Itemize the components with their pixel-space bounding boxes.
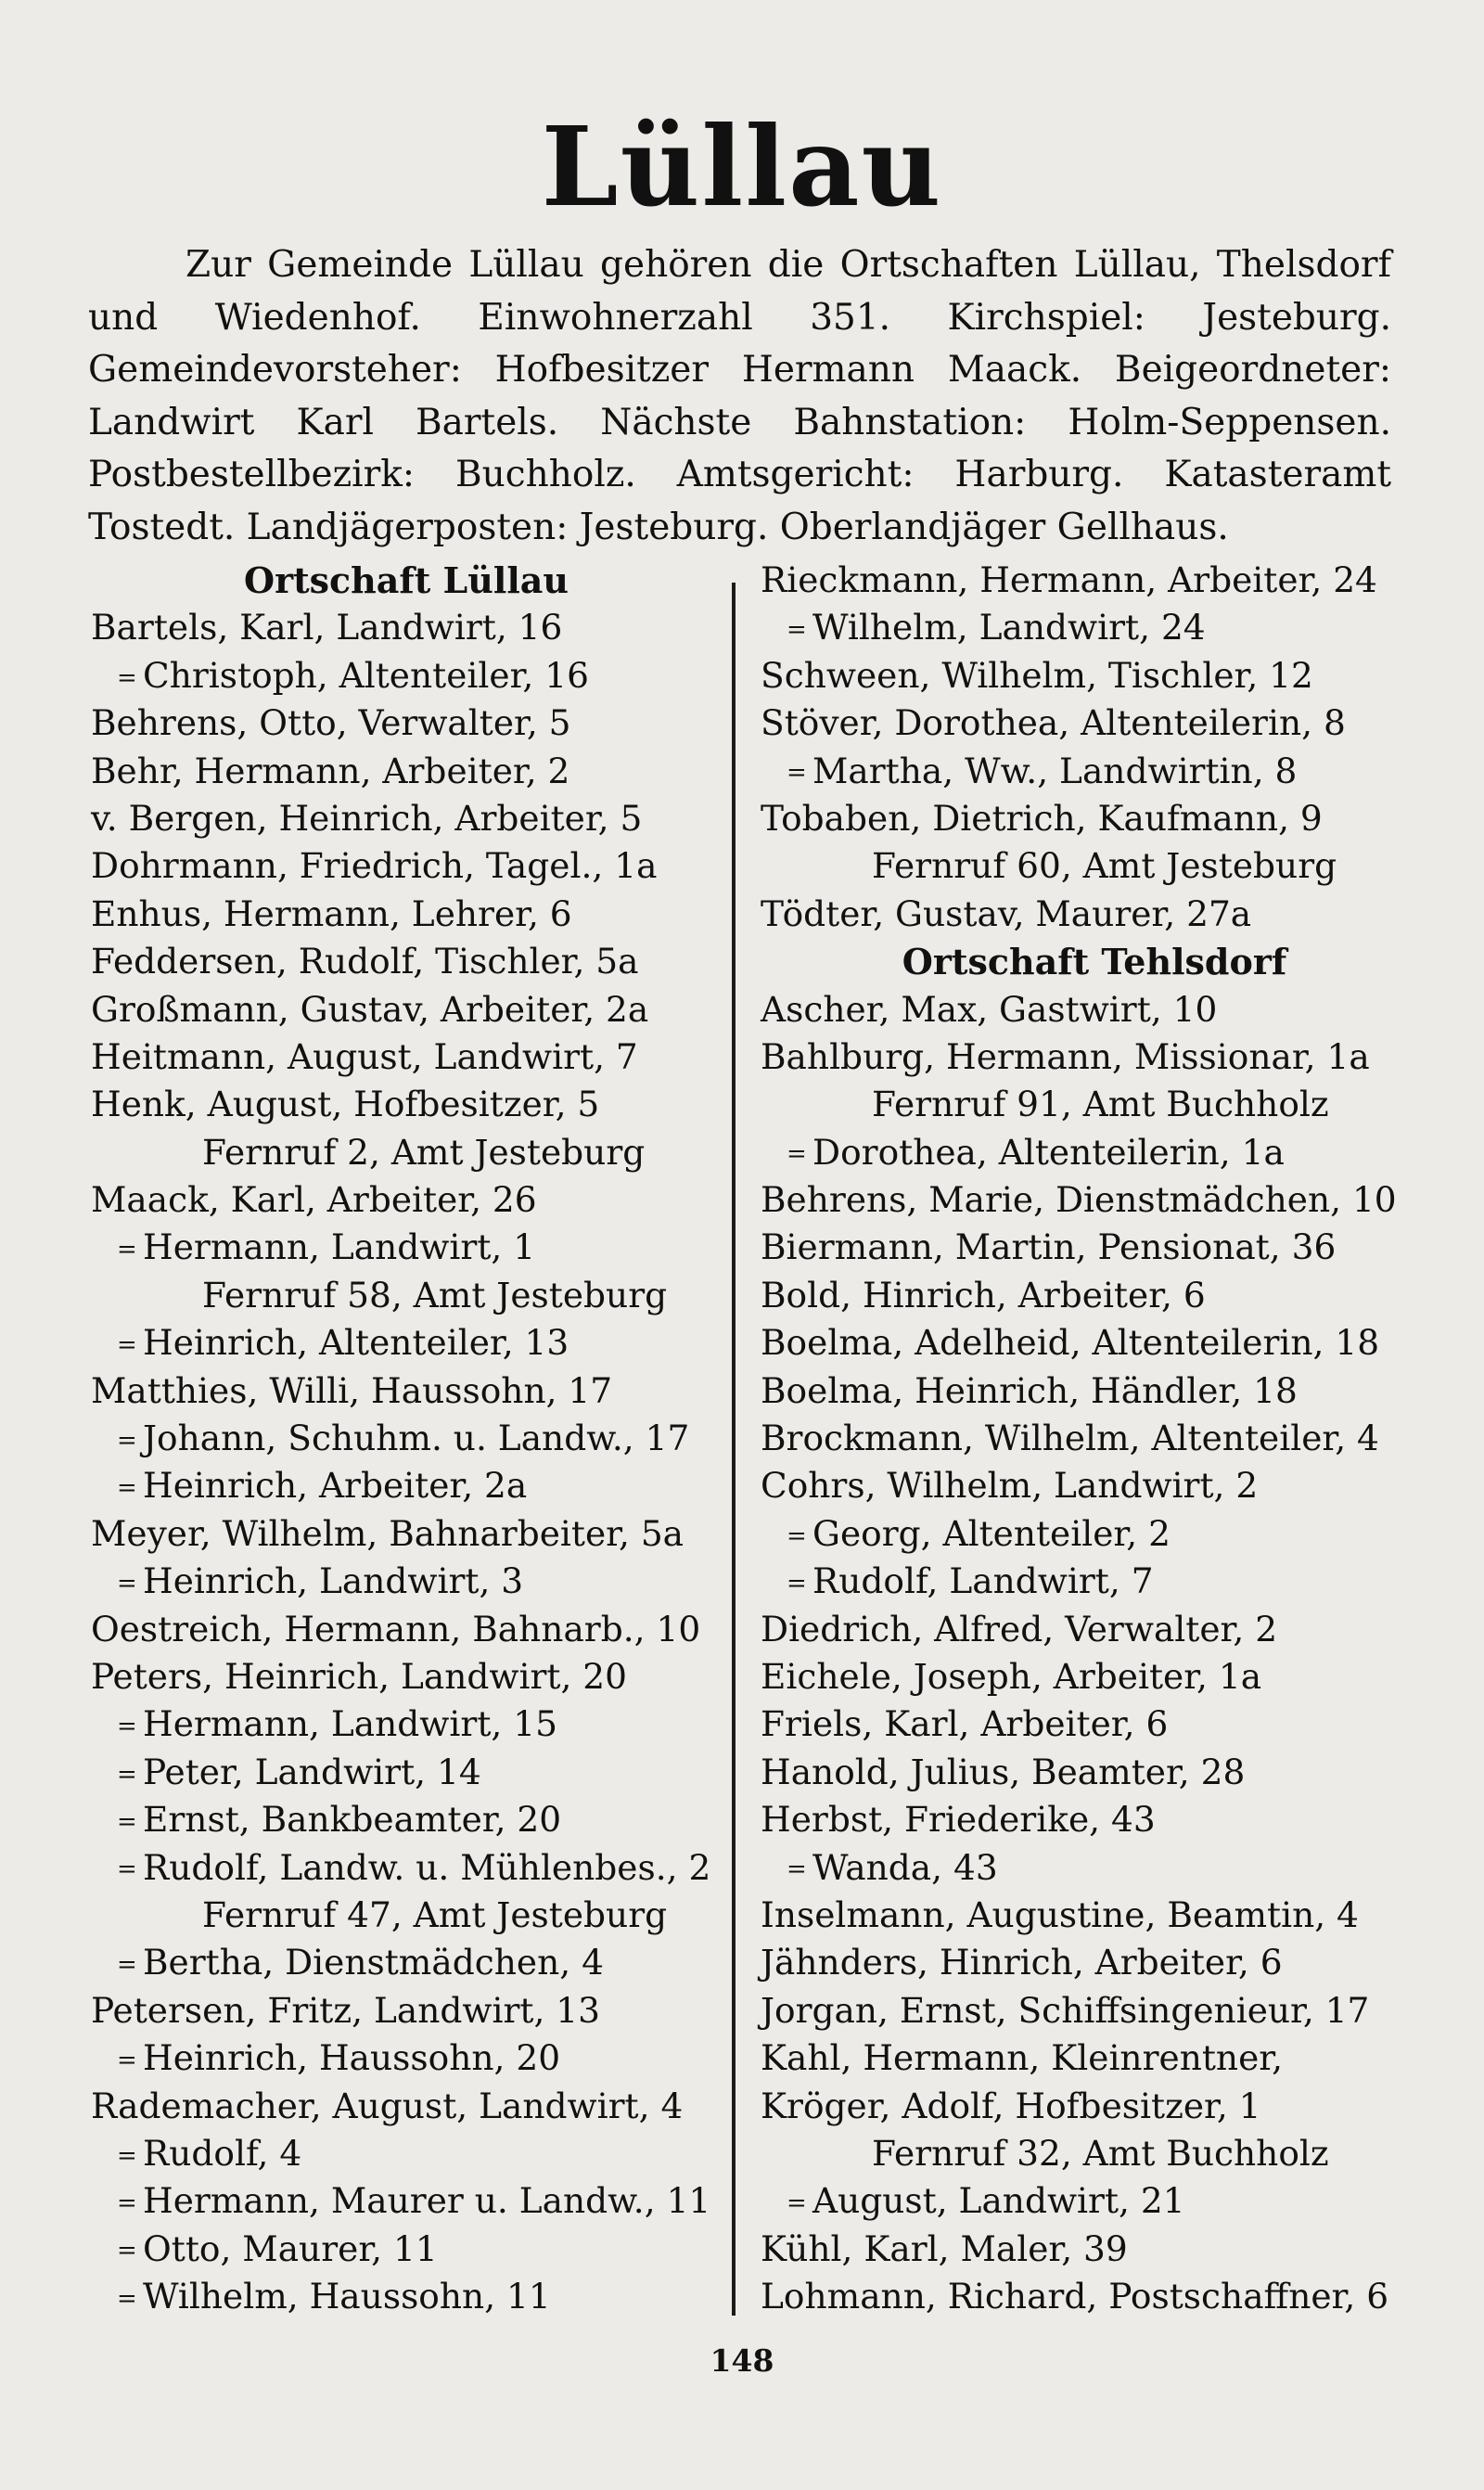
entry-text: Heinrich, Altenteiler, 13 bbox=[143, 1322, 569, 1364]
directory-entry: Maack, Karl, Arbeiter, 26 bbox=[91, 1179, 537, 1221]
entry-text: Christoph, Altenteiler, 16 bbox=[143, 654, 589, 696]
directory-entry: Bahlburg, Hermann, Missionar, 1a bbox=[761, 1035, 1370, 1077]
directory-entry: Schween, Wilhelm, Tischler, 12 bbox=[761, 654, 1313, 696]
ditto-entry bbox=[91, 1224, 722, 1271]
entry-text: August, Landwirt, 21 bbox=[812, 2180, 1185, 2222]
ditto-mark: = bbox=[787, 2189, 807, 2218]
entry-text: Dorothea, Altenteilerin, 1a bbox=[812, 1131, 1285, 1173]
entry-text: Heinrich, Arbeiter, 2a bbox=[143, 1465, 528, 1507]
ditto-mark: = bbox=[117, 2046, 137, 2074]
directory-entry: Kühl, Karl, Maler, 39 bbox=[761, 2227, 1128, 2269]
ditto-mark: = bbox=[117, 1760, 137, 1789]
directory-entry: Heitmann, August, Landwirt, 7 bbox=[91, 1035, 638, 1077]
ditto-entry bbox=[91, 1415, 722, 1462]
entry-text: Wanda, 43 bbox=[812, 1846, 998, 1888]
directory-entry: Dohrmann, Friedrich, Tagel., 1a bbox=[91, 845, 658, 887]
directory-entry: Behrens, Marie, Dienstmädchen, 10 bbox=[761, 1179, 1397, 1221]
ditto-entry bbox=[91, 1462, 722, 1509]
ditto-mark: = bbox=[117, 1951, 137, 1980]
directory-entry: Meyer, Wilhelm, Bahnarbeiter, 5a bbox=[91, 1512, 684, 1554]
directory-entry: Inselmann, Augustine, Beamtin, 4 bbox=[761, 1893, 1359, 1935]
right-column bbox=[761, 557, 1428, 2320]
ditto-entry bbox=[91, 1749, 722, 1796]
ditto-entry bbox=[91, 2034, 722, 2082]
entry-text: Hermann, Landwirt, 1 bbox=[143, 1226, 536, 1268]
directory-entry: Brockmann, Wilhelm, Altenteiler, 4 bbox=[761, 1418, 1379, 1459]
directory-entry: Jähnders, Hinrich, Arbeiter, 6 bbox=[761, 1942, 1283, 1983]
phone-line: Fernruf 91, Amt Buchholz bbox=[872, 1084, 1329, 1125]
phone-line: Fernruf 2, Amt Jesteburg bbox=[202, 1131, 646, 1173]
ditto-mark: = bbox=[117, 2189, 137, 2218]
entry-text: Heinrich, Landwirt, 3 bbox=[143, 1560, 524, 1602]
entry-text: Georg, Altenteiler, 2 bbox=[812, 1512, 1171, 1554]
entry-text: Hermann, Maurer u. Landw., 11 bbox=[143, 2180, 711, 2222]
directory-entry: Kröger, Adolf, Hofbesitzer, 1 bbox=[761, 2085, 1261, 2126]
entry-text: Peter, Landwirt, 14 bbox=[143, 1751, 481, 1792]
directory-entry: Oestreich, Hermann, Bahnarb., 10 bbox=[91, 1608, 701, 1649]
ditto-mark: = bbox=[787, 759, 807, 788]
ditto-entry bbox=[91, 2130, 722, 2177]
ditto-mark: = bbox=[117, 2237, 137, 2265]
ditto-entry bbox=[761, 604, 1428, 651]
directory-entry: Boelma, Heinrich, Händler, 18 bbox=[761, 1369, 1298, 1411]
ditto-entry bbox=[91, 1319, 722, 1367]
directory-entry: Cohrs, Wilhelm, Landwirt, 2 bbox=[761, 1465, 1259, 1507]
directory-entry: Jorgan, Ernst, Schiffsingenieur, 17 bbox=[761, 1989, 1370, 2031]
phone-line: Fernruf 47, Amt Jesteburg bbox=[202, 1893, 668, 1935]
intro-paragraph bbox=[88, 239, 1391, 554]
entry-text: Bertha, Dienstmädchen, 4 bbox=[143, 1942, 604, 1983]
ditto-entry bbox=[761, 1558, 1428, 1605]
entry-text: Rudolf, 4 bbox=[143, 2132, 302, 2174]
directory-entry: Großmann, Gustav, Arbeiter, 2a bbox=[91, 988, 649, 1030]
entry-text: Rudolf, Landw. u. Mühlenbes., 2 bbox=[143, 1846, 711, 1888]
directory-entry: Feddersen, Rudolf, Tischler, 5a bbox=[91, 941, 639, 982]
phone-line: Fernruf 32, Amt Buchholz bbox=[872, 2132, 1329, 2174]
directory-entry: Kahl, Hermann, Kleinrentner, bbox=[761, 2037, 1283, 2079]
ditto-entry bbox=[91, 1558, 722, 1605]
directory-entry: Friels, Karl, Arbeiter, 6 bbox=[761, 1703, 1169, 1745]
ditto-entry bbox=[91, 2273, 722, 2320]
column-divider bbox=[732, 583, 736, 2316]
directory-entry: Tobaben, Dietrich, Kaufmann, 9 bbox=[761, 797, 1323, 839]
entry-text: Martha, Ww., Landwirtin, 8 bbox=[812, 750, 1298, 791]
entry-text: Rudolf, Landwirt, 7 bbox=[812, 1560, 1154, 1602]
directory-entry: Peters, Heinrich, Landwirt, 20 bbox=[91, 1655, 628, 1697]
directory-entry: Stöver, Dorothea, Altenteilerin, 8 bbox=[761, 702, 1346, 744]
entry-text: Hermann, Landwirt, 15 bbox=[143, 1703, 557, 1745]
entry-text: Otto, Maurer, 11 bbox=[143, 2227, 438, 2269]
directory-entry: Bold, Hinrich, Arbeiter, 6 bbox=[761, 1274, 1206, 1316]
page-title: Lüllau bbox=[541, 102, 943, 231]
directory-entry: Petersen, Fritz, Landwirt, 13 bbox=[91, 1989, 601, 2031]
entry-text: Ernst, Bankbeamter, 20 bbox=[143, 1799, 562, 1841]
ditto-mark: = bbox=[117, 1807, 137, 1836]
ditto-mark: = bbox=[787, 1570, 807, 1598]
directory-entry: Boelma, Adelheid, Altenteilerin, 18 bbox=[761, 1322, 1380, 1364]
directory-entry: Lohmann, Richard, Postschaffner, 6 bbox=[761, 2276, 1389, 2317]
directory-entry: Hanold, Julius, Beamter, 28 bbox=[761, 1751, 1246, 1792]
ditto-entry bbox=[761, 1129, 1428, 1176]
ditto-mark: = bbox=[117, 1426, 137, 1455]
phone-line: Fernruf 60, Amt Jesteburg bbox=[872, 845, 1337, 887]
directory-entry: Behrens, Otto, Verwalter, 5 bbox=[91, 702, 571, 744]
directory-entry: Henk, August, Hofbesitzer, 5 bbox=[91, 1084, 600, 1125]
ditto-entry bbox=[91, 1701, 722, 1748]
ditto-mark: = bbox=[117, 663, 137, 692]
ditto-mark: = bbox=[117, 1855, 137, 1884]
ditto-entry bbox=[91, 652, 722, 700]
ditto-entry bbox=[91, 1939, 722, 1986]
ditto-mark: = bbox=[117, 1331, 137, 1360]
directory-entry: Behr, Hermann, Arbeiter, 2 bbox=[91, 750, 570, 791]
directory-entry: Matthies, Willi, Haussohn, 17 bbox=[91, 1369, 613, 1411]
directory-entry: Bartels, Karl, Landwirt, 16 bbox=[91, 607, 563, 648]
intro-text: Zur Gemeinde Lüllau gehören die Ortschaften Lüllau, Thelsdorf und Wiedenhof. Einwohnerzahl 351. Kirchspiel: Jesteburg. Gemeindevorsteher: Hofbesitzer Hermann Maack. Beigeordneter: Landwirt Karl Bartels. Nächste Bahnstation: Holm-Seppensen. Postbestellbezirk: Buchholz. Amtsgericht: Harburg. Katasteramt Tostedt. Landjägerposten: Jesteburg. Oberlandjäger Gellhaus. bbox=[88, 244, 1391, 548]
directory-entry: v. Bergen, Heinrich, Arbeiter, 5 bbox=[91, 797, 643, 839]
ditto-entry bbox=[91, 1844, 722, 1892]
ditto-mark: = bbox=[117, 1236, 137, 1264]
ditto-mark: = bbox=[117, 2141, 137, 2170]
ditto-mark: = bbox=[117, 1474, 137, 1503]
ditto-mark: = bbox=[787, 1140, 807, 1169]
phone-line: Fernruf 58, Amt Jesteburg bbox=[202, 1274, 668, 1316]
ditto-mark: = bbox=[117, 2284, 137, 2313]
ditto-entry bbox=[761, 1510, 1428, 1558]
entry-text: Heinrich, Haussohn, 20 bbox=[143, 2037, 561, 2079]
directory-entry: Diedrich, Alfred, Verwalter, 2 bbox=[761, 1608, 1278, 1649]
ditto-mark: = bbox=[117, 1713, 137, 1741]
ditto-mark: = bbox=[787, 1521, 807, 1550]
directory-entry: Rademacher, August, Landwirt, 4 bbox=[91, 2085, 684, 2126]
directory-entry: Biermann, Martin, Pensionat, 36 bbox=[761, 1226, 1337, 1268]
directory-entry: Rieckmann, Hermann, Arbeiter, 24 bbox=[761, 559, 1377, 600]
entry-text: Wilhelm, Haussohn, 11 bbox=[143, 2276, 551, 2317]
ditto-entry bbox=[91, 2226, 722, 2273]
entry-text: Wilhelm, Landwirt, 24 bbox=[812, 607, 1206, 648]
directory-entry: Enhus, Hermann, Lehrer, 6 bbox=[91, 892, 572, 934]
ditto-entry bbox=[91, 1796, 722, 1843]
ditto-entry bbox=[91, 2177, 722, 2225]
directory-entry: Eichele, Joseph, Arbeiter, 1a bbox=[761, 1655, 1262, 1697]
section-heading: Ortschaft Lüllau bbox=[243, 559, 569, 601]
ditto-mark: = bbox=[117, 1570, 137, 1598]
ditto-mark: = bbox=[787, 1855, 807, 1884]
section-heading: Ortschaft Tehlsdorf bbox=[902, 941, 1287, 983]
entry-text: Johann, Schuhm. u. Landw., 17 bbox=[143, 1418, 690, 1459]
left-column bbox=[91, 557, 722, 2320]
page-number: 148 bbox=[710, 2342, 774, 2379]
directory-entry: Tödter, Gustav, Maurer, 27a bbox=[761, 892, 1252, 934]
directory-entry: Ascher, Max, Gastwirt, 10 bbox=[761, 988, 1218, 1030]
ditto-entry bbox=[761, 2177, 1428, 2225]
ditto-entry bbox=[761, 1844, 1428, 1892]
ditto-mark: = bbox=[787, 616, 807, 645]
ditto-entry bbox=[761, 748, 1428, 795]
directory-entry: Herbst, Friederike, 43 bbox=[761, 1799, 1156, 1841]
